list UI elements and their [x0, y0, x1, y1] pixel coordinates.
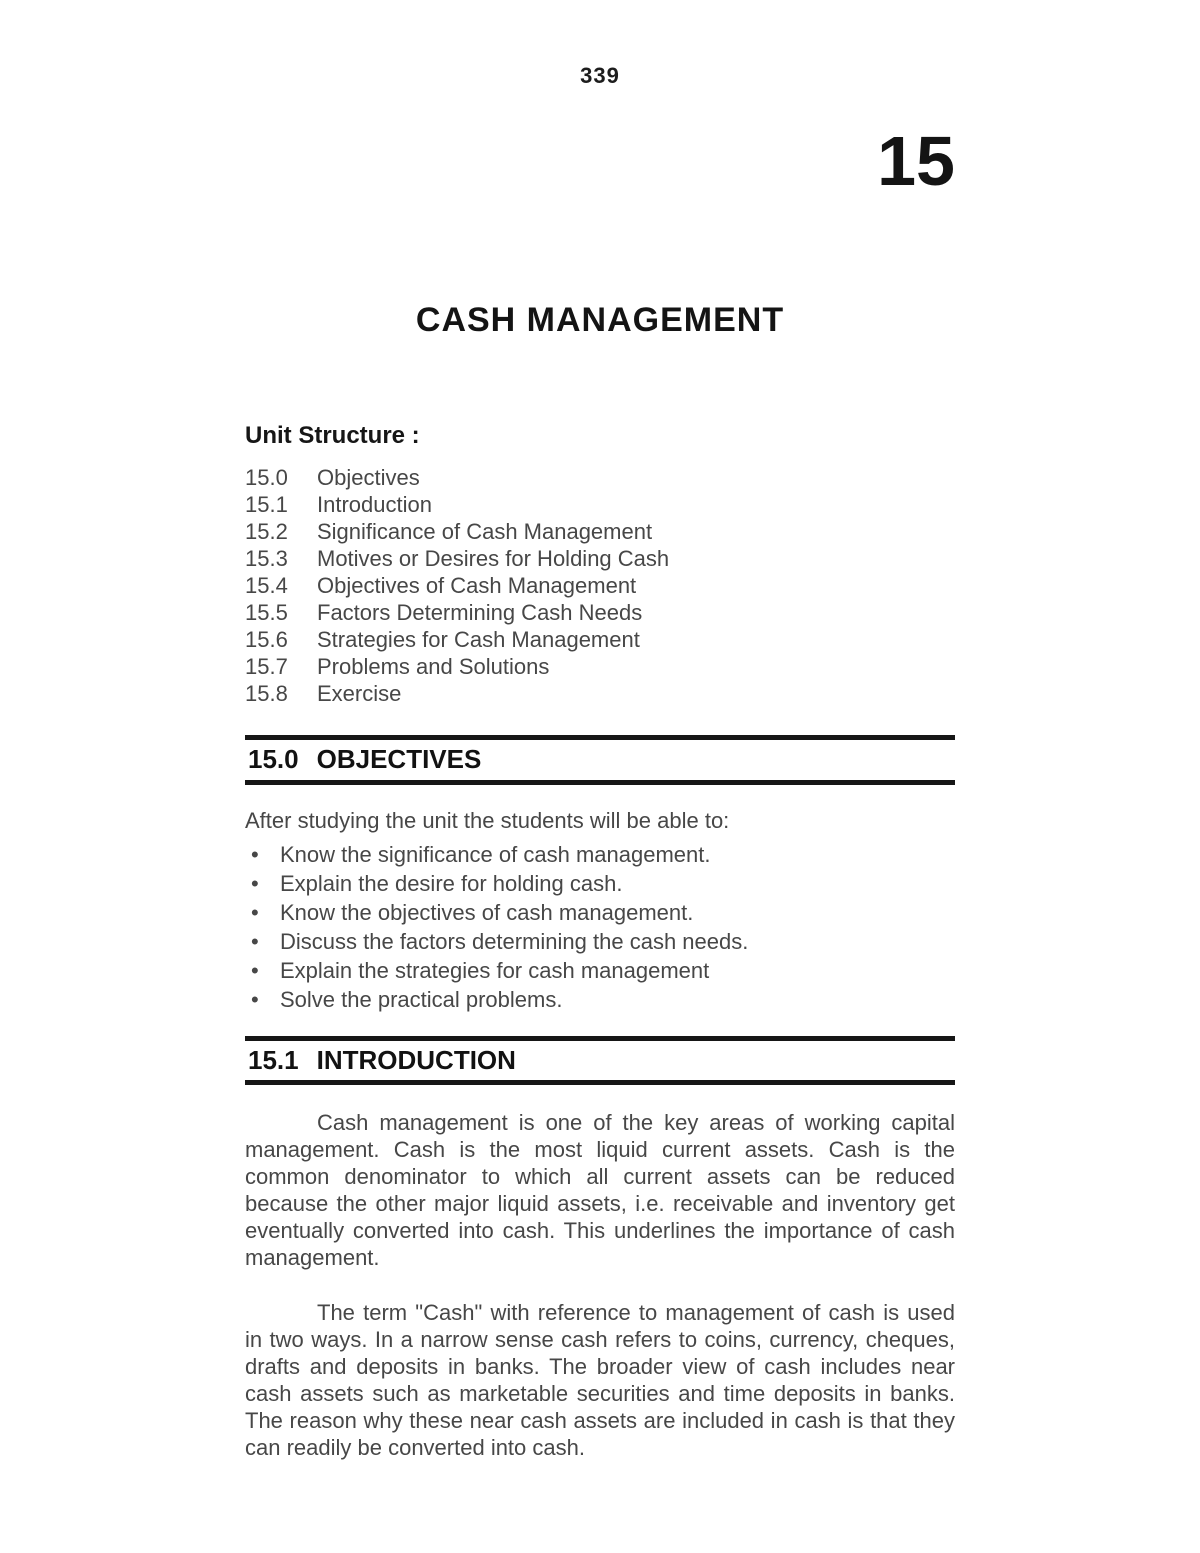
- bullet-item: [245, 956, 955, 985]
- toc-item-number: 15.1: [245, 492, 288, 517]
- toc-item-number: 15.8: [245, 681, 288, 706]
- section-header-introduction: [245, 1036, 955, 1086]
- section-header-objectives: [245, 735, 955, 785]
- toc-item-number: 15.5: [245, 600, 288, 625]
- bullet-item: [245, 985, 955, 1014]
- toc-item-label: Objectives: [317, 465, 420, 490]
- chapter-number: 15: [877, 122, 955, 200]
- introduction-paragraph-1: Cash management is one of the key areas of working capital management. Cash is the most liquid current assets. Cash is the common denominator to which all current assets can be reduced because the other major liquid assets, i.e. receivable and inventory get eventually converted into cash. This underlines the importance of cash management.: [245, 1110, 955, 1271]
- section-title: INTRODUCTION: [316, 1044, 516, 1075]
- section-number: 15.1: [248, 1044, 299, 1075]
- toc-item: [245, 518, 955, 545]
- bullet-text: Know the significance of cash management.: [280, 841, 711, 867]
- toc-item: [245, 680, 955, 707]
- bullet-icon: •: [251, 986, 259, 1012]
- toc-item-label: Objectives of Cash Management: [317, 573, 637, 598]
- toc-item-label: Significance of Cash Management: [317, 519, 653, 544]
- toc-item: [245, 572, 955, 599]
- toc-item: [245, 599, 955, 626]
- toc-item-number: 15.4: [245, 573, 288, 598]
- objectives-bullet-list: [245, 840, 955, 1014]
- toc-item-label: Introduction: [317, 492, 432, 517]
- toc-item-number: 15.6: [245, 627, 288, 652]
- toc-item: [245, 491, 955, 518]
- bullet-item: [245, 840, 955, 869]
- unit-structure-heading: Unit Structure :: [245, 422, 420, 449]
- bullet-item: [245, 898, 955, 927]
- section-number: 15.0: [248, 744, 299, 774]
- chapter-title: CASH MANAGEMENT: [415, 301, 785, 339]
- bullet-icon: •: [251, 841, 259, 867]
- toc-item-number: 15.0: [245, 465, 288, 490]
- toc-item-number: 15.2: [245, 519, 288, 544]
- bullet-text: Explain the strategies for cash management: [280, 957, 710, 983]
- introduction-paragraph-2: The term "Cash" with reference to management of cash is used in two ways. In a narrow sense cash refers to coins, currency, cheques, drafts and deposits in banks. The broader view of cash includes near cash assets such as marketable securities and time deposits in banks. The reason why these near cash assets are included in cash is that they can readily be converted into cash.: [245, 1300, 955, 1461]
- toc-item-label: Problems and Solutions: [317, 654, 550, 679]
- toc-item-label: Exercise: [317, 681, 402, 706]
- toc-item: [245, 626, 955, 653]
- bullet-item: [245, 869, 955, 898]
- bullet-text: Explain the desire for holding cash.: [280, 870, 623, 896]
- toc-item: [245, 653, 955, 680]
- bullet-item: [245, 927, 955, 956]
- toc-item-label: Motives or Desires for Holding Cash: [317, 546, 670, 571]
- bullet-icon: •: [251, 957, 259, 983]
- bullet-icon: •: [251, 928, 259, 954]
- bullet-icon: •: [251, 899, 259, 925]
- section-title: OBJECTIVES: [316, 744, 482, 774]
- toc-item-label: Strategies for Cash Management: [317, 627, 640, 652]
- bullet-icon: •: [251, 870, 259, 896]
- unit-structure-section: [245, 422, 955, 707]
- bullet-text: Discuss the factors determining the cash needs.: [280, 928, 749, 954]
- bullet-text: Solve the practical problems.: [280, 986, 563, 1012]
- objectives-intro-line: After studying the unit the students will be able to:: [245, 807, 730, 833]
- page-number: 339: [580, 63, 620, 88]
- toc-item-number: 15.7: [245, 654, 288, 679]
- toc-item-label: Factors Determining Cash Needs: [317, 600, 643, 625]
- bullet-text: Know the objectives of cash management.: [280, 899, 694, 925]
- toc-item-number: 15.3: [245, 546, 288, 571]
- unit-structure-list: [245, 464, 955, 707]
- toc-item: [245, 464, 955, 491]
- toc-item: [245, 545, 955, 572]
